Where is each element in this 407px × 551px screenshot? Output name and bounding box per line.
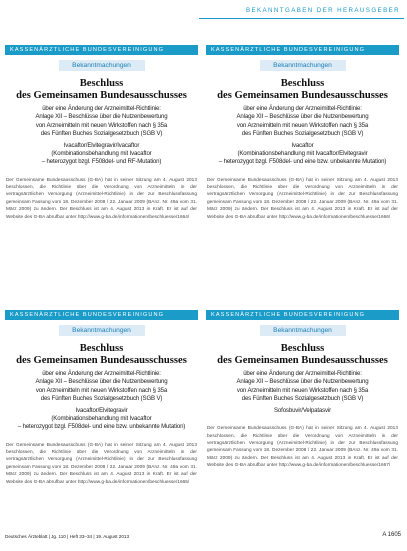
subtitle-line: des Fünften Buches Sozialgesetzbuch (SGB V) <box>40 129 163 137</box>
subtitle-line: Anlage XII – Beschlüsse über die Nutzenbewertung <box>35 113 168 121</box>
subtitle-line: des Fünften Buches Sozialgesetzbuch (SGB V) <box>40 394 163 402</box>
announcement-subject <box>206 407 399 415</box>
subtitle-line: von Arzneimitteln mit neuen Wirkstoffen nach § 35a <box>236 386 369 394</box>
subtitle-line: über eine Änderung der Arzneimittel-Richtlinie: <box>243 370 362 378</box>
page-number: A 1605 <box>382 532 401 538</box>
subject-line: (Kombinationsbehandlung mit Ivacaftor <box>51 150 152 158</box>
announcement-1 <box>5 45 198 220</box>
subtitle-line: über eine Änderung der Arzneimittel-Richtlinie: <box>243 105 362 113</box>
subject-line: (Kombinationsbehandlung mit Ivacaftor <box>51 415 152 423</box>
announcement-body: Der Gemeinsame Bundesausschuss (G-BA) hat in seiner Sitzung am 4. August 2013 beschlossen, die Richtlinie über die Verordnung von Arzneimitteln in der vertragsärztlichen Versorgung (Arzneimittel-Richtlinie) in der zur Beschlussfassung gemeinsam Fassung vom 18. Dezember 2008 / 22. Januar 2009 (BAnz. Nr. 49a vom 31. März 2009) zu ändern. Der Beschluss ist am 4. August 2013 in Kraft. Er ist auf der Website des G-BA abrufbar unter http://www.g-ba.de/informationen/beschluesse/1664/ <box>6 176 197 219</box>
title-line: des Gemeinsamen Bundesausschusses <box>217 89 388 101</box>
announcement-subtitle <box>5 370 198 403</box>
announcement-subject <box>5 407 198 432</box>
subject-line: Sofosbuvir/Velpatasvir <box>274 407 331 414</box>
subtitle-line: Anlage XII – Beschlüsse über die Nutzenbewertung <box>236 378 369 386</box>
subtitle-line: von Arzneimitteln mit neuen Wirkstoffen nach § 35a <box>35 121 168 129</box>
subtitle-line: über eine Änderung der Arzneimittel-Richtlinie: <box>42 370 161 378</box>
announcement-subtitle <box>206 370 399 403</box>
subtitle-line: Anlage XII – Beschlüsse über die Nutzenbewertung <box>35 378 168 386</box>
announcement-3 <box>5 310 198 485</box>
subject-line: (Kombinationsbehandlung mit Ivacaftor/Elvitegravir <box>237 150 368 158</box>
announcement-title <box>206 78 399 101</box>
subtitle-line: von Arzneimitteln mit neuen Wirkstoffen nach § 35a <box>35 386 168 394</box>
section-label: Bekanntmachungen <box>260 60 346 71</box>
announcement-body: Der Gemeinsame Bundesausschuss (G-BA) hat in seiner Sitzung am 4. August 2013 beschlossen, die Richtlinie über die Verordnung von Arzneimitteln in der vertragsärztlichen Versorgung (Arzneimittel-Richtlinie) in der zur Beschlussfassung gemeinsam Fassung vom 18. Dezember 2008 / 22. Januar 2009 (BAnz. Nr. 49a vom 31. März 2009) zu ändern. Der Beschluss ist am 4. August 2013 in Kraft. Er ist auf der Website des G-BA abrufbar unter http://www.g-ba.de/informationen/beschluesse/1666/ <box>207 176 398 219</box>
subject-line: Ivacaftor/Elvitegravir/Ivacaftor <box>63 142 140 149</box>
subject-line: Ivacaftor/Elvitegravir <box>75 407 128 414</box>
org-bar: KASSENÄRZTLICHE BUNDESVEREINIGUNG <box>5 310 198 320</box>
title-line: Beschluss <box>79 78 124 89</box>
subject-line: – heterozygot bzgl. F508del- und RF-Mutation) <box>41 158 162 166</box>
subject-line: – heterozygot bzgl. F508del- und eine bzw. unbekannte Mutation) <box>17 423 186 431</box>
announcement-2 <box>206 45 399 220</box>
org-bar: KASSENÄRZTLICHE BUNDESVEREINIGUNG <box>206 310 399 320</box>
announcement-body: Der Gemeinsame Bundesausschuss (G-BA) hat in seiner Sitzung am 4. August 2013 beschlossen, die Richtlinie über die Verordnung von Arzneimitteln in der vertragsärztlichen Versorgung (Arzneimittel-Richtlinie) in der zur Beschlussfassung gemeinsam Fassung vom 18. Dezember 2008 / 22. Januar 2009 (BAnz. Nr. 49a vom 31. März 2009) zu ändern. Der Beschluss ist am 4. August 2013 in Kraft. Er ist auf der Website des G-BA abrufbar unter http://www.g-ba.de/informationen/beschluesse/1667/ <box>207 425 398 468</box>
announcement-subject <box>206 142 399 167</box>
announcement-title <box>5 78 198 101</box>
announcement-subtitle <box>206 105 399 138</box>
section-label: Bekanntmachungen <box>59 60 145 71</box>
section-label: Bekanntmachungen <box>59 325 145 336</box>
title-line: des Gemeinsamen Bundesausschusses <box>16 354 187 366</box>
title-line: Beschluss <box>79 343 124 354</box>
subtitle-line: über eine Änderung der Arzneimittel-Richtlinie: <box>42 105 161 113</box>
title-line: Beschluss <box>280 78 325 89</box>
page-header: BEKANNTGABEN DER HERAUSGEBER <box>199 5 404 19</box>
announcement-title <box>5 343 198 366</box>
announcement-subject <box>5 142 198 167</box>
announcement-body: Der Gemeinsame Bundesausschuss (G-BA) hat in seiner Sitzung am 4. August 2013 beschlossen, die Richtlinie über die Verordnung von Arzneimitteln in der vertragsärztlichen Versorgung (Arzneimittel-Richtlinie) in der zur Beschlussfassung gemeinsam Fassung vom 18. Dezember 2008 / 22. Januar 2009 (BAnz. Nr. 49a vom 31. März 2009) zu ändern. Der Beschluss ist am 4. August 2013 in Kraft. Er ist auf der Website des G-BA abrufbar unter http://www.g-ba.de/informationen/beschluesse/1665/ <box>6 441 197 484</box>
announcement-4 <box>206 310 399 469</box>
subtitle-line: des Fünften Buches Sozialgesetzbuch (SGB V) <box>241 129 364 137</box>
subtitle-line: des Fünften Buches Sozialgesetzbuch (SGB V) <box>241 394 364 402</box>
title-line: des Gemeinsamen Bundesausschusses <box>16 89 187 101</box>
footer-citation: Deutsches Ärzteblatt | Jg. 110 | Heft 33–34 | 19. August 2013 <box>5 534 130 539</box>
title-line: des Gemeinsamen Bundesausschusses <box>217 354 388 366</box>
announcement-subtitle <box>5 105 198 138</box>
section-label: Bekanntmachungen <box>260 325 346 336</box>
subject-line: Ivacaftor <box>291 142 314 149</box>
org-bar: KASSENÄRZTLICHE BUNDESVEREINIGUNG <box>206 45 399 55</box>
announcement-title <box>206 343 399 366</box>
subtitle-line: von Arzneimitteln mit neuen Wirkstoffen nach § 35a <box>236 121 369 129</box>
subject-line: – heterozygot bzgl. F508del- und eine bzw. unbekannte Mutation) <box>218 158 387 166</box>
org-bar: KASSENÄRZTLICHE BUNDESVEREINIGUNG <box>5 45 198 55</box>
subtitle-line: Anlage XII – Beschlüsse über die Nutzenbewertung <box>236 113 369 121</box>
title-line: Beschluss <box>280 343 325 354</box>
